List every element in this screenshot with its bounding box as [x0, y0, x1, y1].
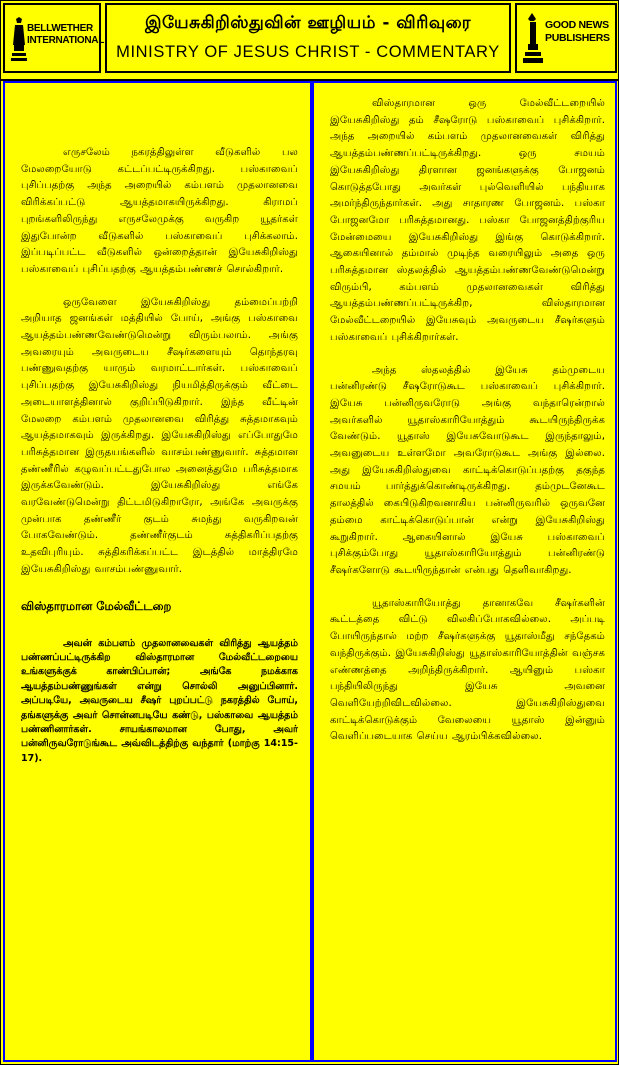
bellwether-logo-text: BELLWETHER INTERNATIONAL: [27, 23, 105, 46]
title-box: [105, 3, 511, 73]
left-paragraph-1: எருசலேம் நகரத்திலுள்ள வீடுகளில் பல மேலறையோடு கட்டப்பட்டிருக்கிறது. பஸ்காவைப் புசிப்பதற்கு அந்த அறையில் கம்பளம் முதலானவை விரிக்கப்பட்டு ஆயத்தமாகயிருக்கிறது. கிராமப் புறங்களிலிருந்து எருசலேமுக்கு வருகிற யூதர்கள் இதுபோன்ற வீடுகளில் பஸ்காவைப் புசிக்கலாம். இப்படிப்பட்ட வீடுகளில் ஒன்றைத்தான் இயேசுகிறிஸ்து பஸ்காவைப் புசிப்பதற்கு ஆயத்தம்பண்ணச் சொல்கிறார்.: [21, 147, 298, 275]
left-column: [3, 81, 312, 1062]
good-news-logo: [515, 3, 617, 73]
torch-figure-icon: [522, 13, 544, 63]
right-column: [312, 81, 617, 1062]
right-paragraph-3: யூதாஸ்காரியோத்து தானாகவே சீஷர்களின் கூட்டத்தை விட்டு விலகிப்போகவில்லை. அப்படி போயிருந்தால் மற்ற சீஷர்களுக்கு யூதாஸ்மீது சந்தேகம் வந்திருக்கும். இயேசுகிறிஸ்து யூதாஸ்காரியோத்தின் வஞ்சக எண்ணத்தை அறிந்திருக்கிறார். ஆயினும் பஸ்கா பந்தியிலிருந்து இயேசு அவனை வெளியேற்றிவிடவில்லை. இயேசுகிறிஸ்துவை காட்டிக்கொடுக்கும் வேலையை யூதாஸ் இன்னும் வெளிப்படையாக செய்ய ஆரம்பிக்கவில்லை.: [330, 597, 605, 743]
section-subheading: விஸ்தாரமான மேல்வீட்டறை: [21, 598, 172, 613]
page-title-english: MINISTRY OF JESUS CHRIST - COMMENTARY: [116, 43, 500, 61]
left-paragraph-2: ஒருவேளை இயேசுகிறிஸ்து தம்மைப்பற்றி அறியாத ஜனங்கள் மத்தியில் போய், அங்கு பஸ்காவை ஆயத்தம்பண்ணவேண்டுமென்று விரும்பலாம். அங்கு அவரையும் அவருடைய சீஷர்களையும் தொந்தரவு பண்ணுவதற்கு யாரும் வரமாட்டார்கள். பஸ்காவைப் புசிப்பதற்கு இயேசுகிறிஸ்து நியமித்திருக்கும் வீட்டை அடையாளத்தினால் குறிப்பிடுகிறார். இந்த வீட்டின் மேலறை கம்பளம் முதலானவை விரித்து சுத்தமாகவும் ஆயத்தமாகவும் இருக்கிறது. இயேசுகிறிஸ்து எப்போதுமே பரிசுத்தமான இருதயங்களில் வாசம்பண்ணுவார். சுத்தமான தண்ணீரில் கழுவப்பட்டதுபோல அனைத்துமே பரிசுத்தமாக இருக்கவேண்டும். இயேசுகிறிஸ்து எங்கே வரவேண்டுமென்று திட்டமிடுகிறாரோ, அங்கே அவருக்கு முன்பாக தண்ணீர் குடம் சுமந்து வருகிறவன் போகவேண்டும். தண்ணீர்குடம் சுத்திகரிப்பதற்கு உதவிபுரியும். சுத்திகரிக்கப்பட்ட இடத்தில் மாத்திரமே இயேசுகிறிஸ்து வாசம்பண்ணுவார்.: [21, 296, 298, 575]
right-paragraph-2: அந்த ஸ்தலத்தில் இயேசு தம்முடைய பன்னிரண்டு சீஷரோடுகூட பஸ்காவைப் புசிக்கிறார். இயேசு பன்னிருவரோடு அங்கு வந்தாரென்றால் அவர்களில் யூதாஸ்காரியோத்தும் கூடயிருந்திருக்க வேண்டும். யூதாஸ் இயேசுவோடுகூட இருந்தாலும், அவனுடைய உள்ளமோ அவரோடுகூட அங்கு இல்லை. அது இயேசுகிறிஸ்துவை காட்டிக்கொடுப்பதற்கு தகுந்த சமயம் பார்த்துக்கொண்டிருக்கிறது. தம்முடனேகூட தாலத்தில் கைபிடுகிறவனாகிய பன்னிருவரில் ஒருவனே தம்மை காட்டிக்கொடுப்பான் என்று இயேசுகிறிஸ்து கூறுகிறார். ஆகையினால் இயேசு பஸ்காவைப் புசிக்கும்போது யூதாஸ்காரியோத்தும் பன்னிரண்டு சீஷர்களோடு கூடயிருந்தான் என்பது தெளிவாகிறது.: [330, 364, 605, 576]
right-paragraph-1: விஸ்தாரமான ஒரு மேல்வீட்டறையில் இயேசுகிறிஸ்து தம் சீஷரோடு பஸ்காவைப் புசிக்கிறார். அந்த அறையில் கம்பளம் முதலானவைகள் விரித்து ஆயத்தம்பண்ணப்பட்டிருக்கிறது. ஒரு சமயம் இயேசுகிறிஸ்து திரளான ஜனங்களுக்கு போஜனம் கொடுத்தபோது அவர்கள் புல்வெளியில் பந்தியாக அமர்ந்திருந்தார்கள். அது சாதாரண போஜனம். பஸ்கா போஜனமோ பரிசுத்தமானது. பஸ்கா போஜனத்திற்குரிய மேன்மையை இயேசுகிறிஸ்து இங்கு கொடுக்கிறார். ஆகையினால் தம்மால் முடிந்த வரையிலும் அதை ஒரு பரிசுத்தமான ஸ்தலத்தில் ஆயத்தம்பண்ணவேண்டுமென்று விரும்பி, கம்பளம் முதலானவைகள் விரித்து ஆயத்தம்பண்ணப்பட்டிருக்கிற, விஸ்தாரமான மேல்வீட்டறையில் இயேசுவும் அவருடைய சீஷர்களும் பஸ்காவைப் புசிக்கிறார்கள்.: [330, 98, 605, 343]
good-news-logo-text: GOOD NEWS PUBLISHERS: [545, 19, 610, 44]
bellwether-logo: [3, 3, 105, 73]
header: [1, 1, 618, 77]
shepherd-figure-icon: [11, 15, 27, 61]
page-title-tamil: இயேசுகிறிஸ்துவின் ஊழியம் - விரிவுரை: [144, 13, 472, 33]
scripture-quote: அவன் கம்பளம் முதலானவைகள் விரித்து ஆயத்தம் பண்ணப்பட்டிருக்கிற விஸ்தாரமான மேல்வீட்டறையை உங்களுக்குக் காண்பிப்பான்; அங்கே நமக்காக ஆயத்தம்பண்ணுங்கள் என்று சொல்லி அனுப்பினார். அப்படியே, அவருடைய சீஷர் புறப்பட்டு நகரத்தில் போய், தங்களுக்கு அவர் சொன்னபடியே கண்டு, பஸ்காவை ஆயத்தம் பண்ணினார்கள். சாயங்காலமான போது, அவர் பன்னிருவரோடுங்கூட அவ்விடத்திற்கு வந்தார் (மாற்கு 14:15-17).: [21, 637, 298, 764]
